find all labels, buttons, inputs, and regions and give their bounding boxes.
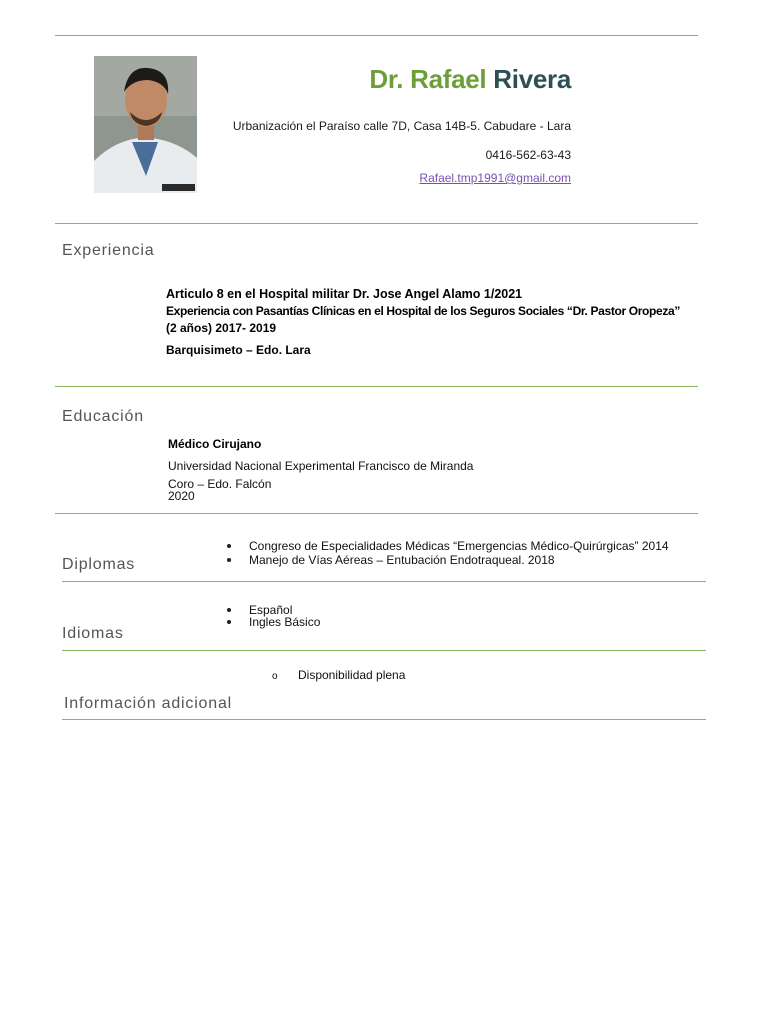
experiencia-divider — [55, 386, 698, 387]
circle-bullet-icon: o — [272, 671, 278, 682]
experience-location: Barquisimeto – Edo. Lara — [166, 343, 311, 357]
adicional-divider — [62, 719, 706, 720]
profile-photo — [94, 56, 197, 193]
diplomas-list — [227, 539, 669, 567]
bullet-icon — [227, 620, 231, 624]
email-link[interactable]: Rafael.tmp1991@gmail.com — [419, 171, 571, 185]
address-text: Urbanización el Paraíso calle 7D, Casa 14B-5. Cabudare - Lara — [232, 119, 571, 133]
bullet-icon — [227, 608, 231, 612]
education-school: Universidad Nacional Experimental Francisco de Miranda — [168, 459, 474, 473]
portrait-photo-icon — [94, 56, 197, 193]
idiomas-list — [227, 604, 320, 628]
header-divider — [55, 223, 698, 224]
phone-text: 0416-562-63-43 — [485, 148, 571, 162]
list-item — [227, 539, 669, 553]
diplomas-divider — [62, 581, 706, 582]
section-title-informacion-adicional: Información adicional — [64, 695, 232, 712]
list-item — [227, 616, 320, 628]
educacion-divider — [55, 513, 698, 514]
top-divider — [55, 35, 698, 36]
name-last: Rivera — [493, 64, 571, 94]
language-item-text: Español — [249, 603, 293, 617]
education-location: Coro – Edo. Falcón — [168, 477, 272, 491]
bullet-icon — [227, 544, 231, 548]
diploma-item-text: Manejo de Vías Aéreas – Entubación Endotraqueal. 2018 — [249, 553, 555, 567]
bullet-icon — [227, 558, 231, 562]
experience-line-2: Experiencia con Pasantías Clínicas en el Hospital de los Seguros Sociales “Dr. Pastor Oropeza” — [166, 304, 680, 318]
experience-line-1: Articulo 8 en el Hospital militar Dr. Jose Angel Alamo 1/2021 — [166, 287, 523, 301]
section-title-diplomas: Diplomas — [62, 556, 136, 573]
additional-item-text: Disponibilidad plena — [298, 668, 406, 682]
language-item-text: Ingles Básico — [249, 615, 321, 629]
section-title-experiencia: Experiencia — [62, 242, 155, 259]
section-title-educacion: Educación — [62, 408, 144, 425]
idiomas-divider — [62, 650, 706, 651]
education-degree: Médico Cirujano — [168, 437, 262, 451]
additional-item — [272, 668, 405, 682]
section-title-idiomas: Idiomas — [62, 625, 124, 642]
diploma-item-text: Congreso de Especialidades Médicas “Emergencias Médico-Quirúrgicas” 2014 — [249, 539, 669, 553]
candidate-name — [240, 64, 571, 95]
list-item — [227, 553, 669, 567]
name-first: Dr. Rafael — [369, 64, 487, 94]
education-year: 2020 — [168, 489, 195, 503]
experience-line-3: (2 años) 2017- 2019 — [166, 321, 277, 335]
